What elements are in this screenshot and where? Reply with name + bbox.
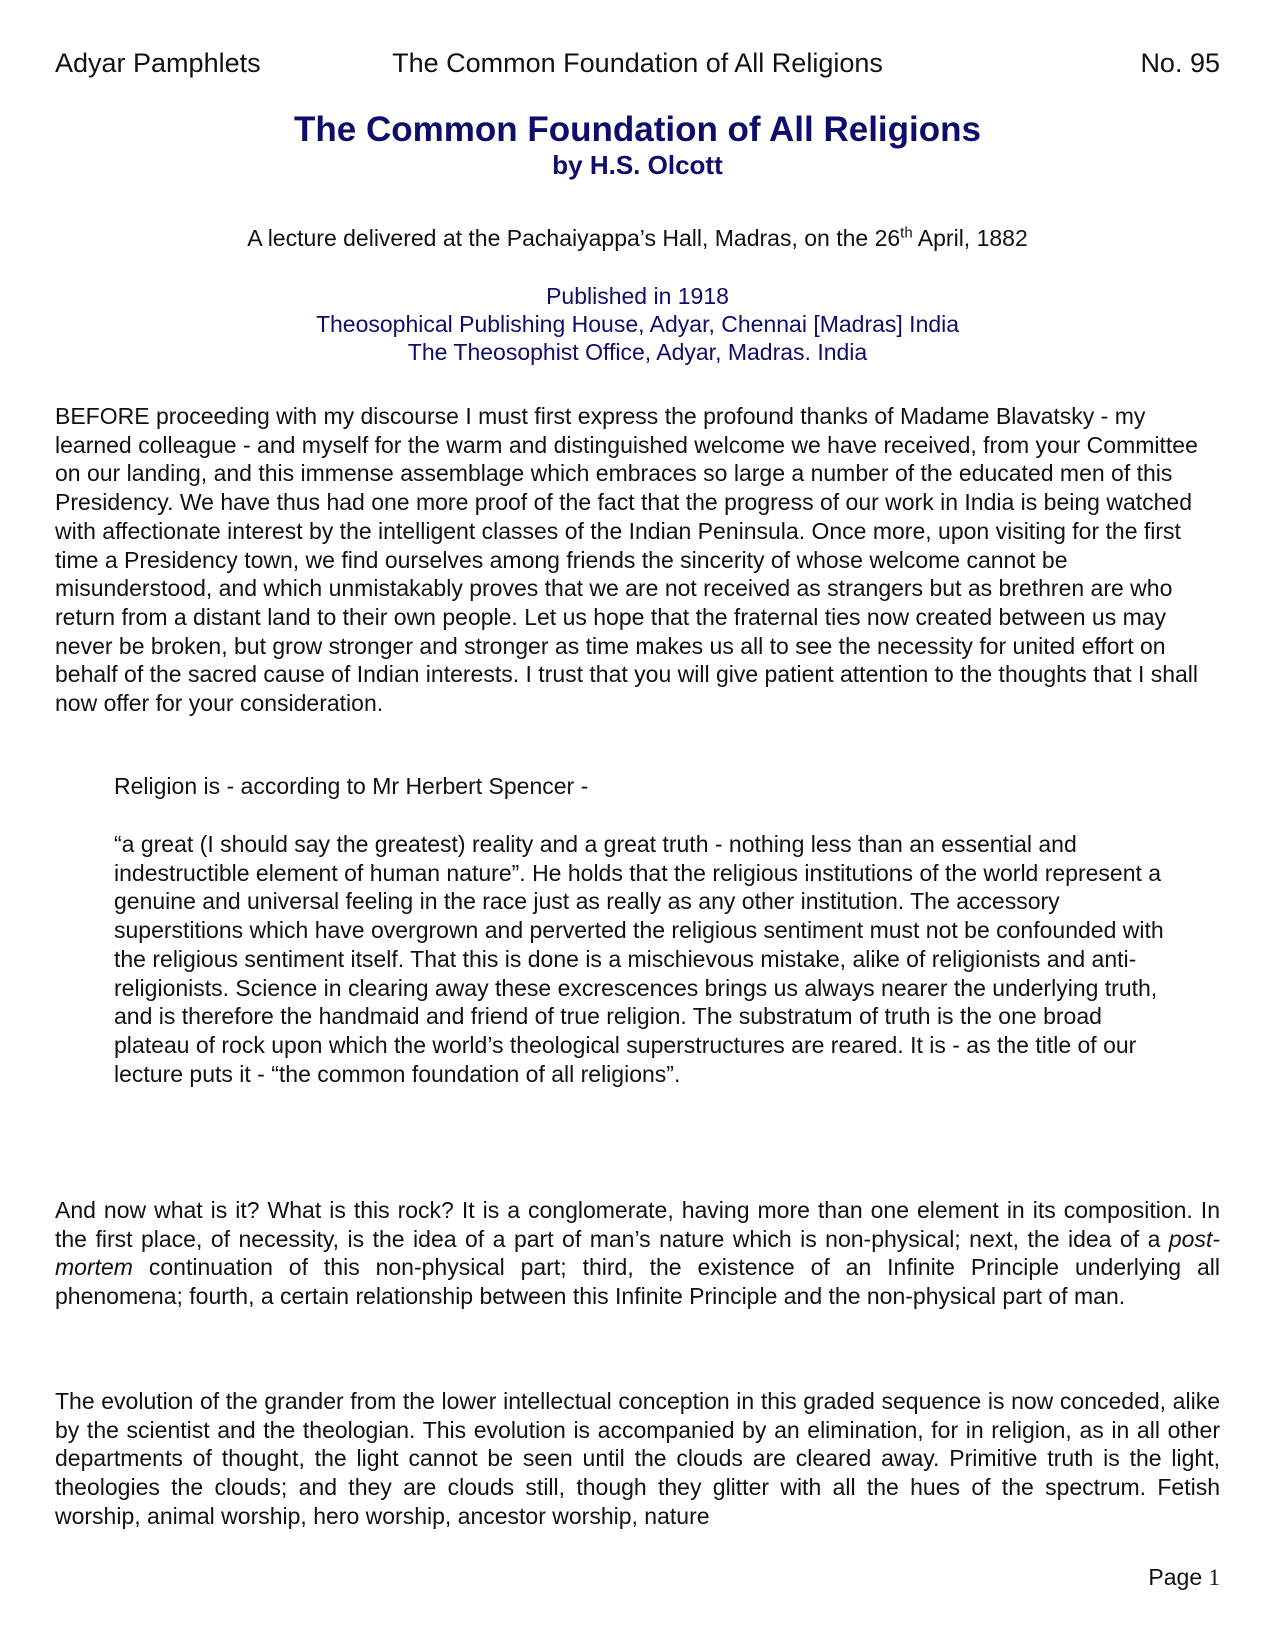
body-paragraph-1: BEFORE proceeding with my discourse I must first express the profound thanks of Madame Blavatsky - my learned colleague - and myself for the warm and distinguished welcome we have received, from your Committee on our landing, and this immense assemblage which embraces so large a number of the educated men of this Presidency. We have thus had one more proof of the fact that the progress of our work in India is being watched with affectionate interest by the intelligent classes of the Indian Peninsula. Once more, upon visiting for the first time a Presidency town, we find ourselves among friends the sincerity of whose welcome cannot be misunderstood, and which unmistakably proves that we are not received as strangers but as brethren are who return from a distant land to their own people. Let us hope that the fraternal ties now created between us may never be broken, but grow stronger and stronger as time makes us all to see the necessity for united effort on behalf of the sacred cause of Indian interests. I trust that you will give patient attention to the thoughts that I shall now offer for your consideration.: [55, 403, 1199, 717]
office-line: The Theosophist Office, Adyar, Madras. India: [407, 339, 868, 365]
document-title: The Common Foundation of All Religions: [294, 110, 981, 149]
quote-intro: Religion is - according to Mr Herbert Spencer -: [114, 773, 589, 799]
paragraph-2-start: And now what is it? What is this rock? It is a conglomerate, having more than one element in its composition. In the first place, of necessity, is the idea of a part of man’s nature which is non-physical; next, the idea of a: [55, 1197, 1220, 1252]
publication-year: Published in 1918: [546, 283, 729, 309]
page-number-value: 1: [1208, 1565, 1220, 1590]
title-block: [0, 110, 1275, 180]
header-series-name: Adyar Pamphlets: [55, 48, 261, 78]
document-author: by H.S. Olcott: [552, 150, 723, 180]
lecture-text-end: April, 1882: [912, 225, 1028, 251]
publication-info: [0, 282, 1275, 366]
header-pamphlet-number: No. 95: [1140, 48, 1220, 78]
lecture-text-start: A lecture delivered at the Pachaiyappa’s Hall, Madras, on the 26: [247, 225, 901, 251]
publisher-line: Theosophical Publishing House, Adyar, Chennai [Madras] India: [315, 311, 960, 337]
page-number: [1148, 1563, 1220, 1592]
header-document-title: The Common Foundation of All Religions: [392, 48, 883, 78]
italic-term: post-mortem: [55, 1225, 1220, 1281]
ordinal-suffix: th: [900, 224, 913, 242]
block-quote: “a great (I should say the greatest) reality and a great truth - nothing less than an essential and indestructible element of human nature”. He holds that the religious institutions of the world represent a genuine and universal feeling in the race just as really as any other institution. The accessory superstitions which have overgrown and perverted the religious sentiment must not be confounded with the religious sentiment itself. That this is done is a mischievous mistake, alike of religionists and anti-religionists. Science in clearing away these excrescences brings us always nearer the underlying truth, and is therefore the handmaid and friend of true religion. The substratum of truth is the one broad plateau of rock upon which the world’s theological superstructures are reared. It is - as the title of our lecture puts it - “the common foundation of all religions”.: [114, 831, 1164, 1087]
body-paragraph-3: The evolution of the grander from the lower intellectual conception in this graded sequence is now conceded, alike by the scientist and the theologian. This evolution is accompanied by an elimination, for in religion, as in all other departments of thought, the light cannot be seen until the clouds are cleared away. Primitive truth is the light, theologies the clouds; and they are clouds still, though they glitter with all the hues of the spectrum. Fetish worship, animal worship, hero worship, ancestor worship, nature: [55, 1388, 1220, 1529]
body-paragraph-2: [55, 1196, 1220, 1311]
lecture-info: [0, 224, 1275, 252]
running-header: [55, 46, 1220, 80]
paragraph-2-end: continuation of this non-physical part; third, the existence of an Infinite Principle underlying all phenomena; fourth, a certain relationship between this Infinite Principle and the non-physical part of man.: [55, 1254, 1220, 1310]
page-label: Page: [1148, 1564, 1203, 1590]
